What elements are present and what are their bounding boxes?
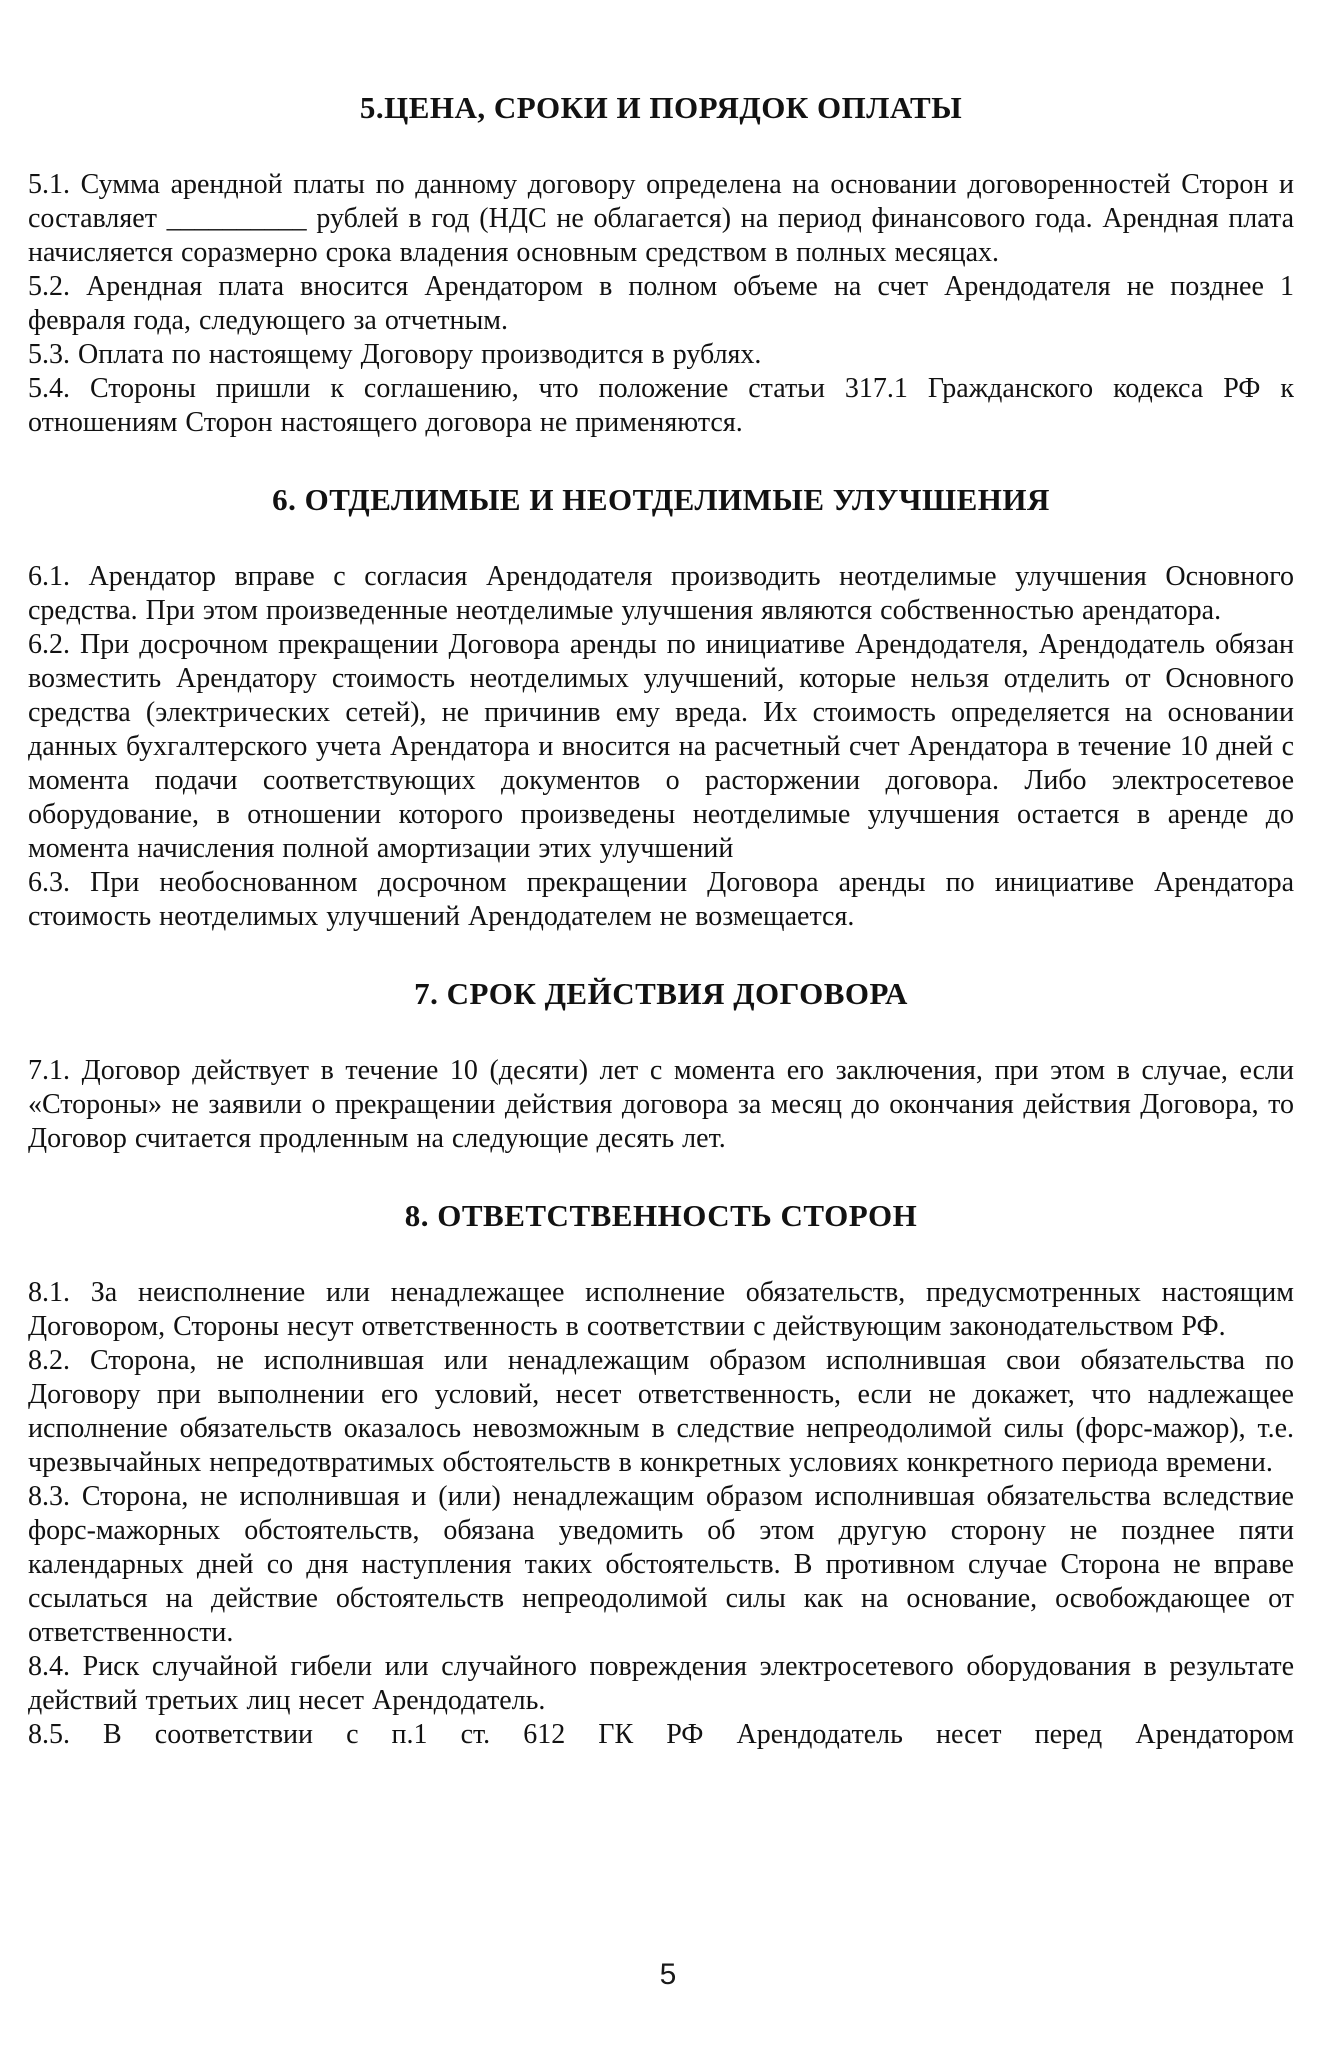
clause-5-1: 5.1. Сумма арендной платы по данному договору определена на основании договоренностей Сторон и составляет __________ рублей в год (НДС не облагается) на период финансового года. Арендная плата начисляется соразмерно срока владения основным средством в полных месяцах. — [28, 169, 1294, 268]
section-heading-price-and-payment: 5.ЦЕНА, СРОКИ И ПОРЯДОК ОПЛАТЫ — [359, 90, 963, 125]
clause-8-2: 8.2. Сторона, не исполнившая или ненадлежащим образом исполнившая свои обязательства по Договору при выполнении его условий, несет ответственность, если не докажет, что надлежащее исполнение обязательств оказалось невозможным в следствие непреодолимой силы (форс-мажор), т.е. чрезвычайных непредотвратимых обстоятельств в конкретных условиях конкретного периода времени. — [28, 1345, 1294, 1478]
section-liability — [28, 1196, 1294, 1752]
clause-8-3: 8.3. Сторона, не исполнившая и (или) ненадлежащим образом исполнившая обязательства вследствие форс-мажорных обстоятельств, обязана уведомить об этом другую сторону не позднее пяти календарных дней со дня наступления таких обстоятельств. В противном случае Сторона не вправе ссылаться на действие обстоятельств непреодолимой силы как на основание, освобождающее от ответственности. — [28, 1481, 1294, 1648]
section-contract-term — [28, 974, 1294, 1156]
page-number: 5 — [659, 1958, 677, 1991]
clause-8-5: 8.5. В соответствии с п.1 ст. 612 ГК РФ Арендодатель несет перед Арендатором — [28, 1719, 1294, 1750]
clause-5-4: 5.4. Стороны пришли к соглашению, что положение статьи 317.1 Гражданского кодекса РФ к отношениям Сторон настоящего договора не применяются. — [28, 373, 1294, 438]
clause-5-2: 5.2. Арендная плата вносится Арендатором в полном объеме на счет Арендодателя не позднее 1 февраля года, следующего за отчетным. — [28, 271, 1294, 336]
clause-8-4: 8.4. Риск случайной гибели или случайного повреждения электросетевого оборудования в результате действий третьих лиц несет Арендодатель. — [28, 1651, 1294, 1716]
section-heading-improvements: 6. ОТДЕЛИМЫЕ И НЕОТДЕЛИМЫЕ УЛУЧШЕНИЯ — [272, 482, 1050, 517]
section-heading-contract-term: 7. СРОК ДЕЙСТВИЯ ДОГОВОРА — [414, 976, 908, 1011]
clause-6-3: 6.3. При необоснованном досрочном прекращении Договора аренды по инициативе Арендатора стоимость неотделимых улучшений Арендодателем не возмещается. — [28, 867, 1294, 932]
section-price-and-payment — [28, 88, 1294, 440]
section-heading-liability: 8. ОТВЕТСТВЕННОСТЬ СТОРОН — [404, 1198, 918, 1233]
clause-6-2: 6.2. При досрочном прекращении Договора аренды по инициативе Арендодателя, Арендодатель обязан возместить Арендатору стоимость неотделимых улучшений, которые нельзя отделить от Основного средства (электрических сетей), не причинив ему вреда. Их стоимость определяется на основании данных бухгалтерского учета Арендатора и вносится на расчетный счет Арендатора в течение 10 дней с момента подачи соответствующих документов о расторжении договора. Либо электросетевое оборудование, в отношении которого произведены неотделимые улучшения остается в аренде до момента начисления полной амортизации этих улучшений — [28, 629, 1294, 864]
clause-6-1: 6.1. Арендатор вправе с согласия Арендодателя производить неотделимые улучшения Основного средства. При этом произведенные неотделимые улучшения являются собственностью арендатора. — [28, 561, 1294, 626]
clause-5-3: 5.3. Оплата по настоящему Договору производится в рублях. — [28, 339, 762, 370]
clause-7-1: 7.1. Договор действует в течение 10 (десяти) лет с момента его заключения, при этом в случае, если «Стороны» не заявили о прекращении действия договора за месяц до окончания действия Договора, то Договор считается продленным на следующие десять лет. — [28, 1055, 1294, 1154]
clause-8-1: 8.1. За неисполнение или ненадлежащее исполнение обязательств, предусмотренных настоящим Договором, Стороны несут ответственность в соответствии с действующим законодательством РФ. — [28, 1277, 1294, 1342]
section-improvements — [28, 480, 1294, 934]
